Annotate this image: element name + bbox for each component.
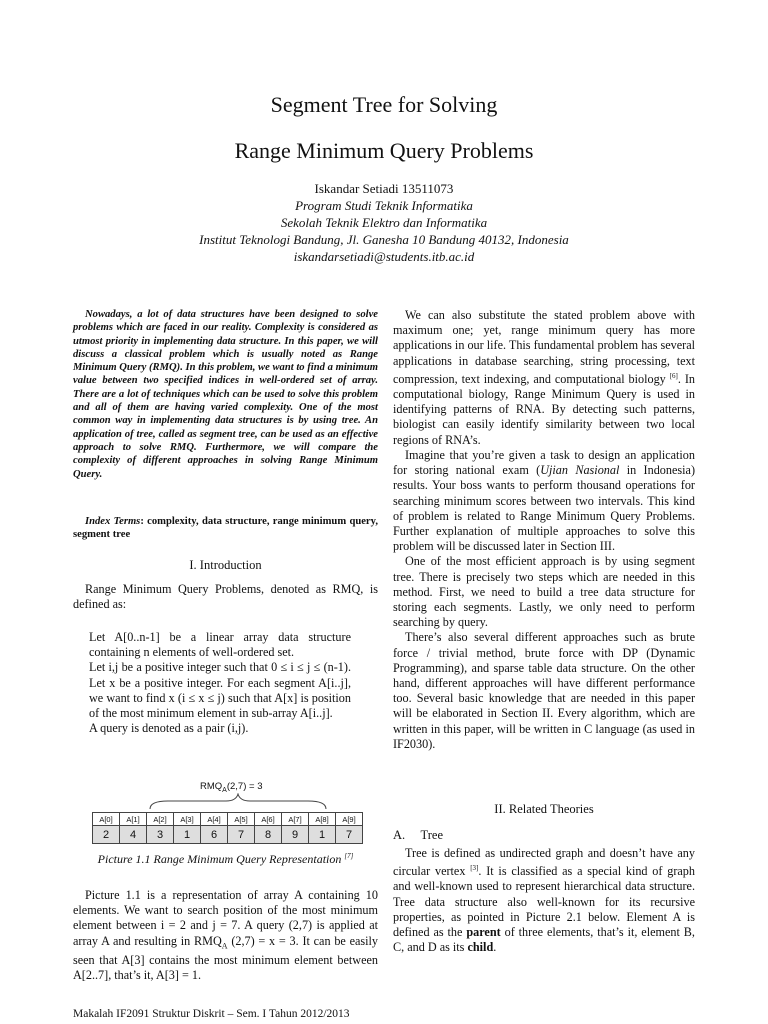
affiliation-2: Sekolah Teknik Elektro dan Informatika xyxy=(280,215,488,230)
paragraph-segment-tree: One of the most efficient approach is by using segment tree. There is precisely two steps which are needed in this method. First, we need to build a tree data structure for storing each segments. Lastly, we only need to perform searching by query. xyxy=(393,554,695,630)
array-index-cell: A[4] xyxy=(201,813,228,826)
affiliation-1: Program Studi Teknik Informatika xyxy=(295,198,473,213)
array-value-cell: 3 xyxy=(147,826,174,844)
author-name: Iskandar Setiadi 13511073 xyxy=(314,181,454,196)
tree-subheading: A. Tree xyxy=(393,828,444,842)
intro-paragraph: Range Minimum Query Problems, denoted as RMQ, is defined as: xyxy=(73,582,378,612)
array-value-cell: 1 xyxy=(174,826,201,844)
array-value-cell: 7 xyxy=(336,826,363,844)
array-value-cell: 4 xyxy=(120,826,147,844)
index-terms-label: Index Terms xyxy=(85,516,141,527)
index-terms-text: : complexity, data structure, range minimum query, segment tree xyxy=(73,516,378,541)
array-value-cell: 1 xyxy=(309,826,336,844)
affiliation-3: Institut Teknologi Bandung, Jl. Ganesha 10 Bandung 40132, Indonesia xyxy=(199,232,569,247)
array-index-cell: A[0] xyxy=(93,813,120,826)
array-index-cell: A[6] xyxy=(255,813,282,826)
definition-line-3: A query is denoted as a pair (i,j). xyxy=(89,721,249,736)
array-index-cell: A[3] xyxy=(174,813,201,826)
range-brace xyxy=(148,793,328,811)
definition-line-2: Let i,j be a positive integer such that 0 ≤ i ≤ j ≤ (n-1). Let x be a positive integer. For each segment A[i..j], we want to find x (i ≤ x ≤ j) such that A[x] is position of the most minimum element in sub-array A[i..j]. xyxy=(89,660,351,721)
array-index-cell: A[5] xyxy=(228,813,255,826)
array-value-cell: 7 xyxy=(228,826,255,844)
array-value-cell: 2 xyxy=(93,826,120,844)
title-line-2: Range Minimum Query Problems xyxy=(234,138,534,163)
rmq-definition xyxy=(89,630,351,736)
rmq-figure-label: $RMQ_A(2,7) = 3$ xyxy=(200,781,263,794)
array-index-cell: A[9] xyxy=(336,813,363,826)
array-value-cell: 9 xyxy=(282,826,309,844)
title-line-1: Segment Tree for Solving xyxy=(270,92,498,117)
tree-paragraph: Tree is defined as undirected graph and doesn’t have any circular vertex [3]. It is classified as a special kind of graph and well-known used to represent hierarchical data structure. Tree data structure also well-known for its recursive properties, as pointed in Picture 2.1 below. Element A is defined as the parent of three elements, that’s it, element B, C, and D as its child. xyxy=(393,846,695,955)
paragraph-approaches: There’s also several different approaches such as brute force / trivial method, brute force with DP (Dynamic Programming), and sparse table data structure. On the other hand, different approaches will have different performance too. Several basic knowledge that are needed in this paper will be elaborated in Section II. Every algorithm, which are written in this paper, will be written in C language (as used in IF2030). xyxy=(393,630,695,751)
array-figure xyxy=(92,812,363,844)
intro-heading: I. Introduction xyxy=(189,558,262,572)
author-block xyxy=(0,180,768,265)
paragraph-applications: We can also substitute the stated problem above with maximum one; yet, range minimum query has more applications in our life. This fundamental problem has several applications in database searching, string processing, text compression, text indexing, and computational biology [6]. In computational biology, Range Minimum Query is used in identifying patterns of RNA. By detecting such patterns, biologist can easily identify similarity between two local regions of RNA’s. xyxy=(393,308,696,447)
array-index-cell: A[1] xyxy=(120,813,147,826)
related-theories-heading: II. Related Theories xyxy=(494,802,594,816)
array-value-cell: 8 xyxy=(255,826,282,844)
paragraph-national-exam: Imagine that you’re given a task to design an application for storing national exam (Ujian Nasional in Indonesia) results. Your boss wants to perform thousand operations for searching minimum scores between two intervals. This kind of problem is related to Range Minimum Query Problems. Further explanation of multiple approaches to solve this problem will be discussed later in Section III. xyxy=(393,447,695,554)
array-index-cell: A[2] xyxy=(147,813,174,826)
picture-explanation: Picture 1.1 is a representation of array A containing 10 elements. We want to search position of the most minimum element between i = 2 and j = 7. A query (2,7) is applied at array A and resulting in $RMQ_A$ (2,7) = x = 3. It can be easily seen that A[3] contains the most minimum element between A[2..7], that’s it, A[3] = 1. xyxy=(73,888,379,983)
array-value-row xyxy=(93,826,363,844)
array-index-cell: A[8] xyxy=(309,813,336,826)
author-email: iskandarsetiadi@students.itb.ac.id xyxy=(293,249,475,264)
definition-line-1: Let A[0..n-1] be a linear array data structure containing n elements of well-ordered set. xyxy=(89,630,351,660)
figure-caption: Picture 1.1 Range Minimum Query Representation [7] xyxy=(97,852,354,866)
index-terms xyxy=(73,515,378,542)
page-footer: Makalah IF2091 Struktur Diskrit – Sem. I Tahun 2012/2013 xyxy=(73,1008,350,1020)
array-index-cell: A[7] xyxy=(282,813,309,826)
right-column-body xyxy=(393,308,695,752)
array-value-cell: 6 xyxy=(201,826,228,844)
abstract: Nowadays, a lot of data structures have been designed to solve problems which are faced in our reality. Complexity is considered as utmost priority in implementing data structure. In this paper, we will discuss a classical problem which is usually noted as Range Minimum Query (RMQ). In this problem, we want to find a minimum value between two specified indices in well-ordered set of array. There are a lot of techniques which can be used to solve this problem and all of them are having varied complexity. One of the most common way in implementing data structures is by using tree. An application of tree, called as segment tree, can be used as an effective approach to solve RMQ. Furthermore, we will compare the complexity of different approaches in solving Range Minimum Query. xyxy=(73,309,378,480)
array-index-row xyxy=(93,813,363,826)
